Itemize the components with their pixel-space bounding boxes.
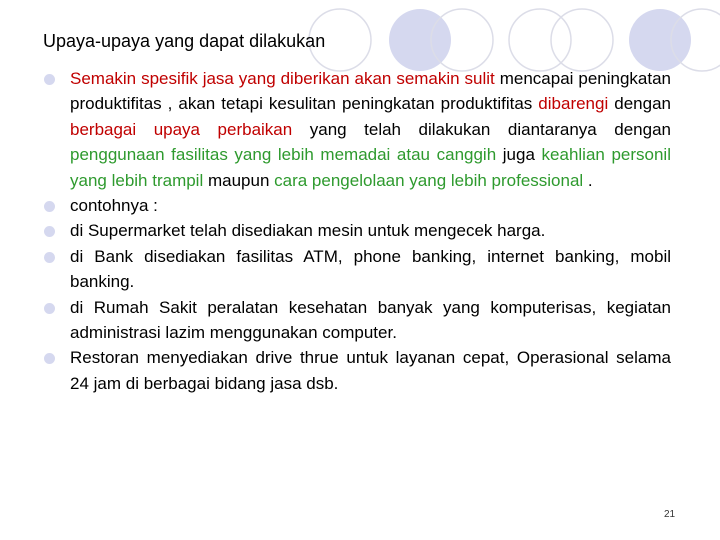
bullet-dot-icon (44, 303, 55, 314)
bullet-item (44, 218, 671, 243)
bullet-text-segment: juga (502, 145, 542, 165)
bullet-text-segment: penggunaan fasilitas yang lebih memadai atau canggih (70, 145, 503, 165)
bullet-text-segment: keahlian personil yang lebih trampil (70, 145, 671, 190)
bullet-text-segment: Semakin spesifik jasa yang diberikan akan semakin sulit (70, 69, 500, 88)
deco-circle (389, 9, 451, 71)
bullet-text-segment: cara pengelolaan yang lebih professional (274, 170, 584, 190)
deco-circle (551, 9, 613, 71)
bullet-text-segment: dengan (614, 94, 671, 114)
page-number: 21 (664, 509, 676, 520)
bullet-text-segment: . (583, 170, 593, 190)
deco-circle (509, 9, 571, 71)
bullet-text-segment: berbagai upaya perbaikan (70, 119, 310, 139)
bullet-text-segment: di Bank disediakan fasilitas ATM, phone banking, internet banking, mobil banking. (70, 246, 671, 292)
bullet-item (44, 193, 671, 218)
bullet-item (44, 295, 671, 346)
bullet-item (44, 66, 671, 193)
bullet-text-segment: contohnya : (70, 196, 158, 216)
slide-title: Upaya-upaya yang dapat dilakukan (43, 31, 326, 51)
bullet-text-segment: maupun (207, 170, 275, 190)
bullet-text-segment: di Supermarket telah disediakan mesin untuk mengecek harga. (70, 221, 546, 241)
bullet-dot-icon (44, 353, 55, 364)
bullet-text-segment: dibarengi (538, 94, 615, 114)
bullet-text-segment: yang telah dilakukan diantaranya dengan (309, 119, 671, 139)
bullet-dot-icon (44, 226, 55, 237)
bullet-text-segment: Restoran menyediakan drive thrue untuk layanan cepat, Operasional selama 24 jam di berbagai bidang jasa dsb. (70, 348, 671, 393)
deco-circle (629, 9, 691, 71)
bullet-list (44, 66, 671, 396)
bullet-dot-icon (44, 252, 55, 263)
bullet-dot-icon (44, 74, 55, 85)
bullet-item (44, 244, 671, 295)
bullet-text-segment: mencapai peningkatan produktifitas , akan tetapi kesulitan peningkatan produktifitas (70, 69, 671, 114)
bullet-text-segment: di Rumah Sakit peralatan kesehatan banyak yang komputerisas, kegiatan administrasi lazim menggunakan computer. (70, 297, 671, 343)
bullet-item (44, 345, 671, 396)
bullet-dot-icon (44, 201, 55, 212)
